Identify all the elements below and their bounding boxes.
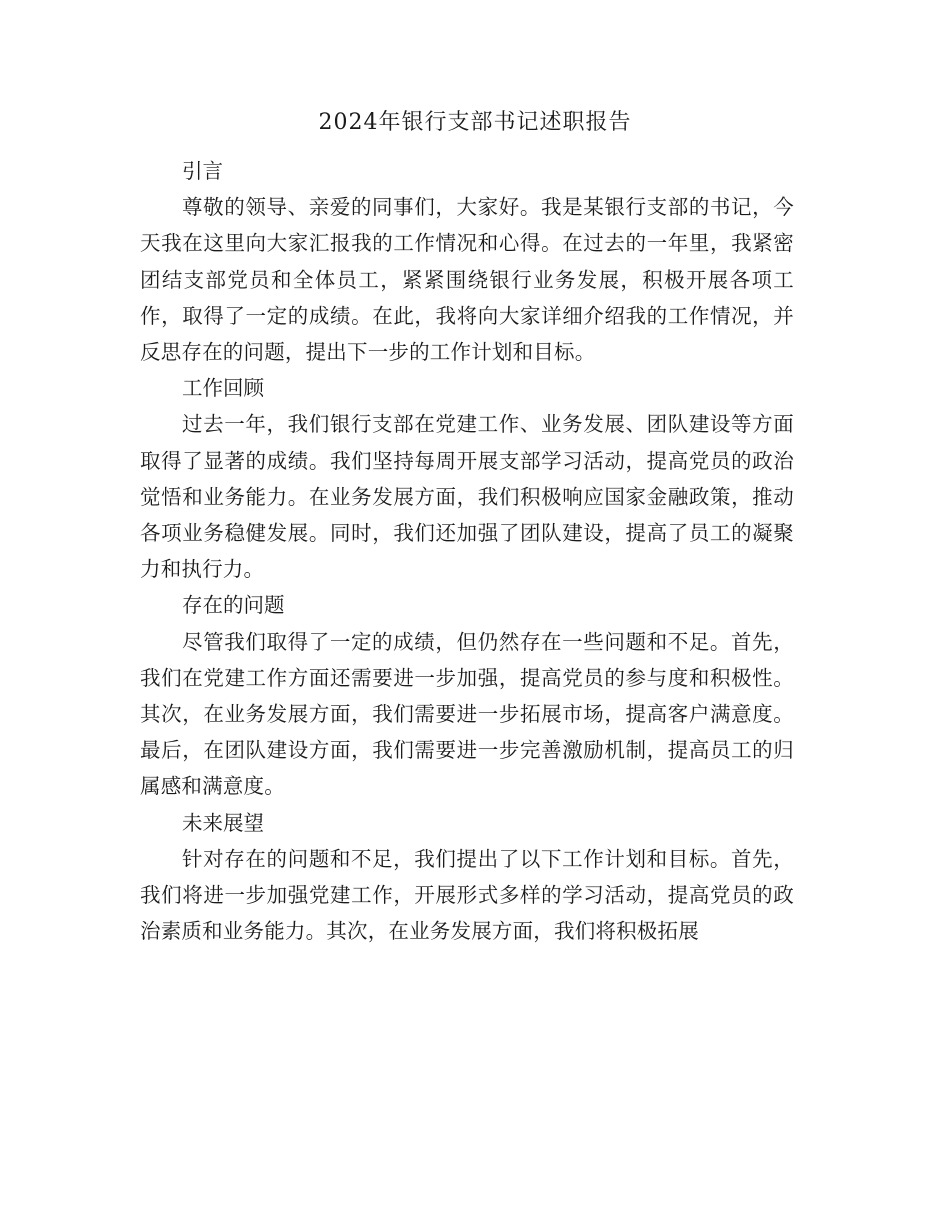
section-heading-outlook: 未来展望 — [182, 810, 264, 835]
section-paragraph-outlook: 针对存在的问题和不足，我们提出了以下工作计划和目标。首先，我们将进一步加强党建工作，开展形式多样的学习活动，提高党员的政治素质和业务能力。其次，在业务发展方面，我们将积极拓展 — [140, 846, 794, 944]
section-paragraph-problems: 尽管我们取得了一定的成绩，但仍然存在一些问题和不足。首先，我们在党建工作方面还需要进一步加强，提高党员的参与度和积极性。其次，在业务发展方面，我们需要进一步拓展市场，提高客户满意度。最后，在团队建设方面，我们需要进一步完善激励机制，提高员工的归属感和满意度。 — [140, 629, 794, 799]
section-heading-intro: 引言 — [182, 159, 223, 183]
section-heading-review: 工作回顾 — [182, 376, 264, 401]
document-body — [140, 153, 794, 949]
section-paragraph-intro: 尊敬的领导、亲爱的同事们，大家好。我是某银行支部的书记，今天我在这里向大家汇报我的工作情况和心得。在过去的一年里，我紧密团结支部党员和全体员工，紧紧围绕银行业务发展，积极开展各项工作，取得了一定的成绩。在此，我将向大家详细介绍我的工作情况，并反思存在的问题，提出下一步的工作计划和目标。 — [140, 195, 794, 365]
document-title: 2024年银行支部书记述职报告 — [318, 110, 632, 135]
section-paragraph-review: 过去一年，我们银行支部在党建工作、业务发展、团队建设等方面取得了显著的成绩。我们坚持每周开展支部学习活动，提高党员的政治觉悟和业务能力。在业务发展方面，我们积极响应国家金融政策，推动各项业务稳健发展。同时，我们还加强了团队建设，提高了员工的凝聚力和执行力。 — [140, 412, 794, 582]
section-heading-problems: 存在的问题 — [182, 593, 285, 618]
